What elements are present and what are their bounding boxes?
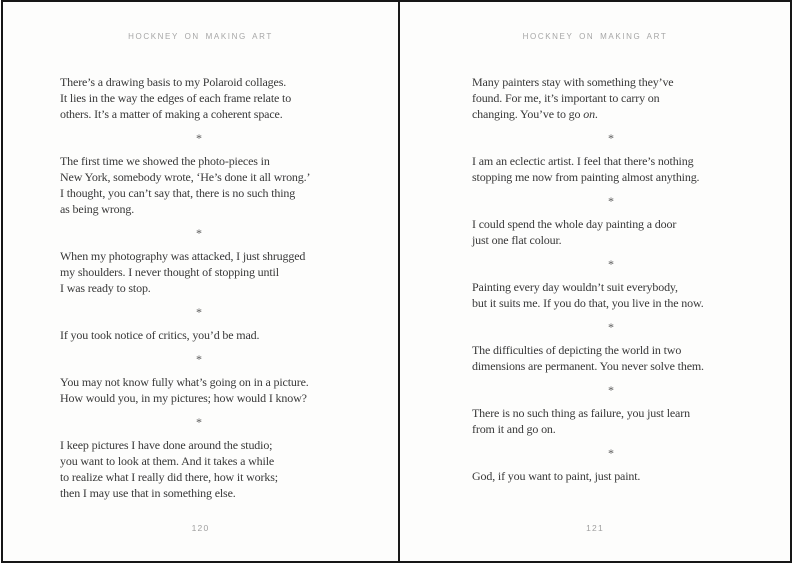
quote-paragraph (472, 342, 750, 374)
page-content (60, 74, 338, 501)
text-line: dimensions are permanent. You never solve them. (472, 359, 704, 373)
text-line: then I may use that in something else. (60, 486, 236, 500)
text-line: The difficulties of depicting the world in two (472, 343, 682, 357)
quote-paragraph (472, 468, 750, 484)
text-line: but it suits me. If you do that, you live in the now. (472, 296, 704, 310)
asterisk-glyph: * (608, 319, 614, 334)
section-separator (60, 304, 338, 320)
text-line: God, if you want to paint, just paint. (472, 469, 641, 483)
asterisk-glyph: * (608, 130, 614, 145)
quote-paragraph (60, 248, 338, 296)
page-number: 121 (586, 523, 604, 533)
text-line: I thought, you can’t say that, there is no such thing (60, 186, 296, 200)
text-line: I am an eclectic artist. I feel that there’s nothing (472, 154, 694, 168)
text-line: I was ready to stop. (60, 281, 151, 295)
quote-paragraph (472, 216, 750, 248)
text-line (472, 106, 750, 122)
text-line: I keep pictures I have done around the studio; (60, 438, 273, 452)
text-line: just one flat colour. (472, 233, 562, 247)
section-separator (472, 193, 750, 209)
quote-paragraph (472, 405, 750, 437)
text-line: my shoulders. I never thought of stopping until (60, 265, 279, 279)
section-separator (60, 130, 338, 146)
text-line: others. It’s a matter of making a coherent space. (60, 107, 283, 121)
text-segment: changing. You’ve to go (472, 107, 584, 121)
text-line: as being wrong. (60, 202, 135, 216)
page-content (472, 74, 750, 484)
italic-text: on (583, 107, 595, 121)
text-line: Many painters stay with something they’ve (472, 75, 674, 89)
running-head: HOCKNEY ON MAKING ART (522, 32, 668, 41)
asterisk-glyph: * (196, 225, 202, 240)
quote-paragraph (60, 437, 338, 501)
section-separator (472, 130, 750, 146)
asterisk-glyph: * (608, 445, 614, 460)
quote-paragraph (472, 74, 750, 122)
section-separator (472, 382, 750, 398)
asterisk-glyph: * (196, 414, 202, 429)
text-line: The first time we showed the photo-pieces in (60, 154, 270, 168)
text-line: When my photography was attacked, I just shrugged (60, 249, 306, 263)
text-line: It lies in the way the edges of each frame relate to (60, 91, 292, 105)
text-line: stopping me now from painting almost anything. (472, 170, 700, 184)
text-segment: . (594, 107, 598, 121)
section-separator (472, 256, 750, 272)
quote-paragraph (60, 327, 338, 343)
asterisk-glyph: * (196, 130, 202, 145)
quote-paragraph (472, 279, 750, 311)
text-line: There is no such thing as failure, you just learn (472, 406, 690, 420)
text-line: I could spend the whole day painting a door (472, 217, 677, 231)
book-spread (1, 0, 792, 563)
text-line: you want to look at them. And it takes a while (60, 454, 275, 468)
text-line: There’s a drawing basis to my Polaroid collages. (60, 75, 287, 89)
text-line: How would you, in my pictures; how would I know? (60, 391, 307, 405)
page-right (400, 2, 790, 561)
section-separator (60, 351, 338, 367)
section-separator (60, 225, 338, 241)
text-line: Painting every day wouldn’t suit everybody, (472, 280, 678, 294)
page-number: 120 (191, 523, 210, 533)
asterisk-glyph: * (608, 256, 614, 271)
text-line: from it and go on. (472, 422, 556, 436)
quote-paragraph (60, 74, 338, 122)
section-separator (472, 319, 750, 335)
text-line: found. For me, it’s important to carry on (472, 91, 660, 105)
page-left (3, 2, 398, 561)
section-separator (472, 445, 750, 461)
text-line: If you took notice of critics, you’d be mad. (60, 328, 260, 342)
section-separator (60, 414, 338, 430)
quote-paragraph (472, 153, 750, 185)
asterisk-glyph: * (196, 351, 202, 366)
asterisk-glyph: * (608, 382, 614, 397)
quote-paragraph (60, 374, 338, 406)
text-line: You may not know fully what’s going on in a picture. (60, 375, 309, 389)
asterisk-glyph: * (608, 193, 614, 208)
text-line: to realize what I really did there, how it works; (60, 470, 278, 484)
text-line: New York, somebody wrote, ‘He’s done it all wrong.’ (60, 170, 311, 184)
asterisk-glyph: * (196, 304, 202, 319)
running-head: HOCKNEY ON MAKING ART (128, 32, 273, 41)
quote-paragraph (60, 153, 338, 217)
